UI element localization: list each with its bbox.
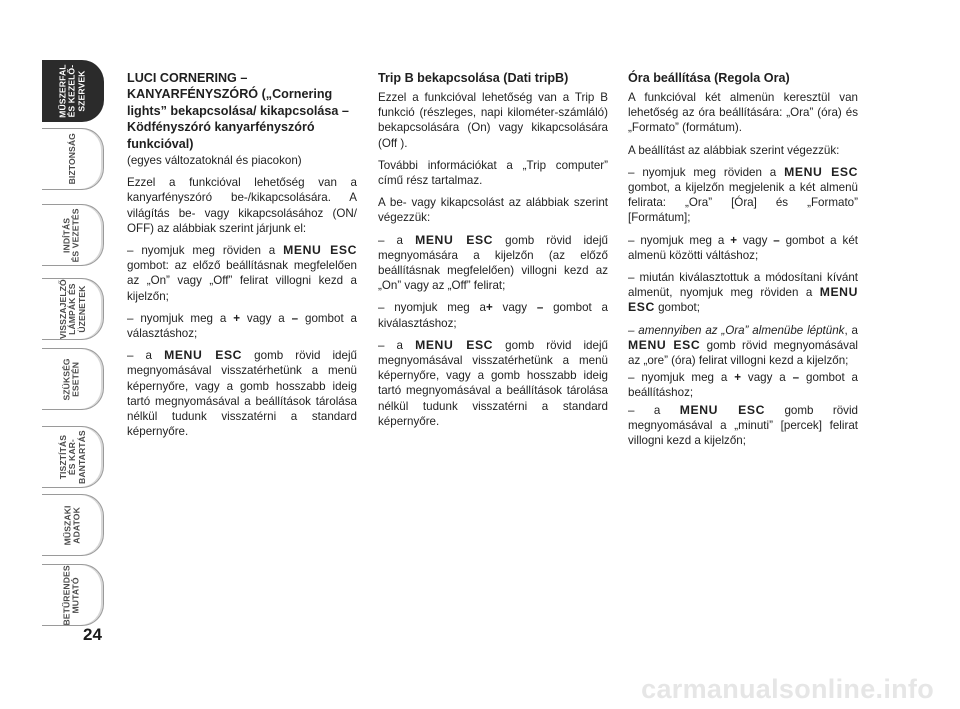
tab-visszajelzo[interactable]: [42, 278, 104, 340]
minus-key: –: [291, 311, 299, 325]
paragraph: A funkcióval két almenün keresztül van lehetőség az óra beállítására: „Ora” (óra) és „Formato” (formátum).: [628, 91, 858, 135]
paragraph: Ezzel a funkcióval lehetőség van a Trip B funkció (részleges, napi kilométer-számláló) bekapcsolására (On) vagy kikapcsolására (Off ).: [378, 91, 608, 150]
minus-key: –: [536, 301, 544, 315]
tab-biztonsag[interactable]: [42, 128, 104, 190]
step: – miután kiválasztottuk a módosítani kívánt almenüt, nyomjuk meg röviden a MENU ESC gombot;: [628, 271, 858, 315]
step: – nyomjuk meg a + vagy – gombot a két almenü közötti váltáshoz;: [628, 233, 858, 262]
menu-esc-key: MENU ESC: [784, 164, 858, 179]
step: – a MENU ESC gomb rövid megnyomásával a „minuti” [percek] felirat villogni kezd a kijelzőn;: [628, 402, 858, 448]
tab-tisztitas[interactable]: [42, 426, 104, 488]
tab-szukseg[interactable]: [42, 348, 104, 410]
paragraph: A be- vagy kikapcsolást az alábbiak szerint végezzük:: [378, 196, 608, 225]
step: – a MENU ESC gomb rövid idejű megnyomására a kijelzőn (az előző beállításnak megfelelően) villogni kezd az „On” vagy az „Off” felirat;: [378, 232, 608, 293]
section-note: (egyes változatoknál és piacokon): [127, 154, 302, 168]
step: – a MENU ESC gomb rövid idejű megnyomásával visszatérhetünk a menü képernyőre, vagy a gomb hosszabb ideig tartó megnyomásával a beállítások tárolása nélkül tudunk visszatérni a standard képernyőre.: [378, 337, 608, 428]
tab-label: BIZTONSÁG: [66, 133, 77, 185]
menu-esc-key: MENU ESC: [628, 285, 858, 315]
column-trip-b: [378, 70, 608, 436]
step: – a MENU ESC gomb rövid idejű megnyomásával visszatérhetünk a menü képernyőre, vagy a gomb hosszabb ideig tartó megnyomásával a beállítások tárolása nélkül tudunk visszatérni a standard képernyőre.: [127, 348, 357, 439]
tab-label: SZÜKSÉG ESETÉN: [62, 357, 82, 401]
minus-key: –: [773, 233, 780, 247]
section-heading: Trip B bekapcsolása (Dati tripB): [378, 71, 569, 85]
plus-key: +: [730, 233, 737, 247]
minus-key: –: [792, 371, 800, 385]
step: – nyomjuk meg a+ vagy – gombot a kiválasztáshoz;: [378, 301, 608, 330]
plus-key: +: [485, 301, 493, 315]
watermark: carmanualsonline.info: [641, 674, 934, 704]
menu-esc-key: MENU ESC: [679, 402, 766, 417]
plus-key: +: [734, 371, 741, 385]
step: – nyomjuk meg röviden a MENU ESC gombot: az előző beállításnak megfelelően az „On” vagy „Off” felirat villogni kezd a kijelzőn;: [127, 243, 357, 303]
menu-esc-key: MENU ESC: [415, 337, 494, 352]
tab-label: VISSZAJELZŐ LÁMPÁK ÉS ÜZENETEK: [57, 279, 87, 339]
step: – nyomjuk meg röviden a MENU ESC gombot, a kijelzőn megjelenik a két almenü felirata: „Ora” [Óra] és „Formato” [Formátum];: [628, 164, 858, 225]
step: – nyomjuk meg a + vagy a – gombot a választáshoz;: [127, 311, 358, 341]
menu-esc-key: MENU ESC: [415, 232, 494, 247]
step: – nyomjuk meg a + vagy a – gombot a beállításhoz;: [628, 371, 859, 400]
menu-esc-key: MENU ESC: [164, 348, 243, 363]
tab-label: MŰSZAKI ADATOK: [62, 505, 82, 545]
page-number: 24: [83, 625, 102, 644]
tab-muszerfal[interactable]: [42, 60, 104, 122]
tab-inditas[interactable]: [42, 204, 104, 266]
menu-esc-key: MENU ESC: [628, 337, 701, 352]
plus-key: +: [233, 311, 240, 325]
section-heading: LUCI CORNERING – KANYARFÉNYSZÓRÓ („Cornering lights” bekapcsolása/ kikapcsolása – Ködfényszóró kanyarfényszóró funkcióval): [127, 71, 349, 151]
column-cornering: [127, 70, 357, 446]
tab-label: BETŰRENDES MUTATÓ: [62, 564, 82, 626]
menu-esc-key: MENU ESC: [283, 243, 357, 258]
step: – amennyiben az „Ora” almenübe léptünk, a MENU ESC gomb rövid megnyomásával az „ore” (óra) felirat villogni kezd a kijelzőn;: [628, 323, 859, 368]
tab-label: MŰSZERFAL ÉS KEZELŐ- SZERVEK: [57, 64, 87, 118]
tab-muszaki[interactable]: [42, 494, 104, 556]
tab-label: INDÍTÁS ÉS VEZETÉS: [62, 207, 82, 263]
tab-label: TISZTÍTÁS ÉS KAR- BANTARTÁS: [57, 430, 87, 484]
section-heading: Óra beállítása (Regola Ora): [628, 71, 790, 85]
paragraph: További információkat a „Trip computer” című rész tartalmaz.: [378, 158, 608, 188]
column-clock: [628, 70, 858, 455]
paragraph: Ezzel a funkcióval lehetőség van a kanyarfényszóró be-/kikapcsolására. A világítás be- vagy kikapcsolásához (ON/ OFF) az alábbiak szerint járjunk el:: [127, 176, 357, 235]
tab-betrendes[interactable]: [42, 564, 104, 626]
paragraph: A beállítást az alábbiak szerint végezzük:: [628, 143, 840, 157]
